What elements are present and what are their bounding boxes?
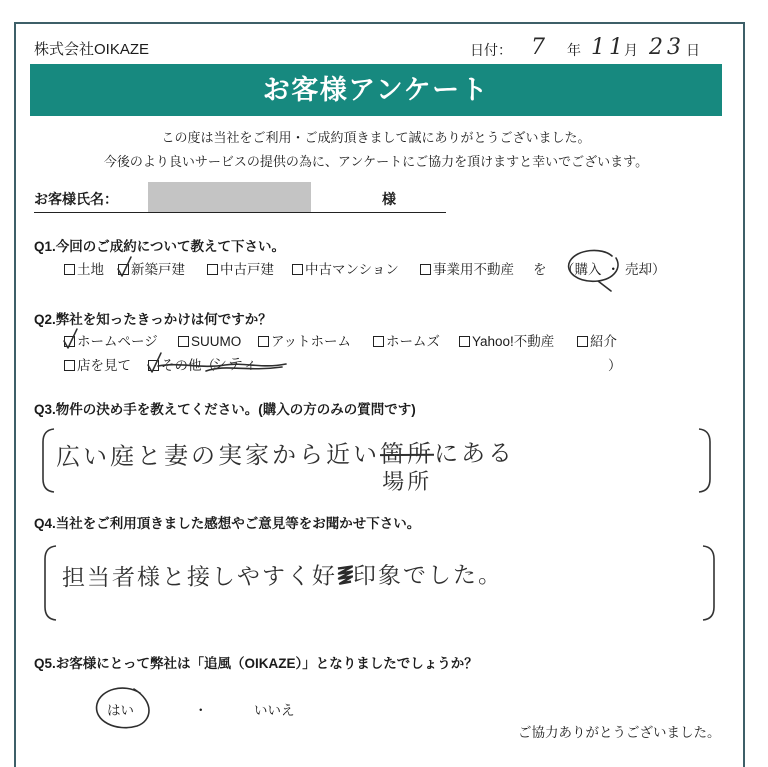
date-label: 日付： (470, 42, 512, 58)
date-day-unit: 日 (686, 42, 700, 58)
option-label: 土地 (77, 262, 104, 277)
q5-heading: Q5.お客様にとって弊社は「追風（OIKAZE）」となりましたでしょうか？ (34, 656, 478, 671)
q2-other-paren-close: ） (608, 358, 622, 373)
handwritten-check-mark (117, 256, 133, 276)
trade-sell-option[interactable]: 売却 (625, 262, 652, 277)
checkbox[interactable] (459, 336, 470, 347)
checkbox[interactable] (118, 264, 129, 275)
trade-separator: ・ (606, 262, 620, 277)
company-name: 株式会社OIKAZE (34, 41, 150, 58)
answer-segment: 広い庭と妻の実家から近い (55, 440, 381, 472)
option-label: 紹介 (590, 334, 617, 349)
q2-option-other[interactable] (148, 359, 215, 373)
checkbox[interactable] (420, 264, 431, 275)
q3-handwritten-answer (55, 438, 516, 496)
honorific-suffix: 様 (382, 191, 396, 207)
option-label: ホームズ (386, 334, 440, 349)
date-day-value[interactable]: 23 (649, 35, 685, 60)
q3-answer-field[interactable] (40, 426, 714, 494)
q4-heading: Q4.当社をご利用頂きました感想やご意見等をお聞かせ下さい。 (34, 516, 421, 531)
date-year-unit: 年 (567, 42, 581, 58)
survey-title: お客様アンケート (262, 74, 490, 105)
q2-option-referral[interactable] (577, 335, 617, 349)
option-label: SUUMO (191, 334, 242, 349)
q2-option-athome[interactable] (258, 335, 351, 349)
paren-close: ） (652, 262, 666, 277)
title-banner (30, 64, 722, 116)
checkbox[interactable] (207, 264, 218, 275)
answer-correction: 場所 (382, 469, 433, 496)
scribble-mark (337, 565, 353, 587)
intro-line-2: 今後のより良いサービスの提供の為に、アンケートにご協力を頂けますと幸いでございます。 (103, 154, 649, 169)
date-year-value[interactable]: 7 (531, 35, 549, 60)
q4-answer-field[interactable] (42, 543, 718, 623)
option-label: その他（ (161, 358, 215, 373)
option-label: アットホーム (271, 334, 352, 349)
answer-segment: にある (433, 438, 516, 468)
q2-other-handwritten-text[interactable]: シティ (212, 355, 259, 373)
checkbox[interactable] (178, 336, 189, 347)
checkbox[interactable] (292, 264, 303, 275)
q3-heading: Q3.物件の決め手を教えてください。(購入の方のみの質問です) (34, 402, 416, 417)
q1-option-land[interactable] (64, 263, 104, 277)
option-label: 中古戸建 (220, 262, 274, 277)
option-label: Yahoo!不動産 (472, 334, 555, 349)
paren-open: （ (561, 262, 575, 277)
checkbox[interactable] (64, 336, 75, 347)
q2-heading: Q2.弊社を知ったきっかけは何ですか？ (34, 312, 272, 327)
struck-segment-wrapper (379, 439, 435, 496)
answer-text-after: 印象でした。 (352, 562, 504, 590)
answer-segment-struck: 箇所 (379, 439, 435, 469)
checkbox[interactable] (64, 264, 75, 275)
q1-option-used-house[interactable] (207, 263, 274, 277)
q5-separator: ・ (194, 703, 208, 718)
customer-name-label: お客様氏名： (34, 191, 118, 207)
handwritten-check-mark (147, 352, 163, 372)
option-label: ホームページ (77, 334, 158, 349)
date-month-value[interactable]: 11 (591, 35, 627, 60)
q1-option-new-house[interactable] (118, 263, 185, 277)
redacted-customer-name[interactable] (148, 182, 311, 213)
option-label: 新築戸建 (131, 262, 185, 277)
q5-yes-option[interactable]: はい (107, 703, 134, 718)
checkbox[interactable] (64, 360, 75, 371)
handwritten-check-mark (63, 328, 79, 348)
checkbox[interactable] (577, 336, 588, 347)
q1-connector: を (533, 262, 547, 277)
answer-text-before: 担当者様と接しやすく好 (61, 563, 338, 592)
q1-option-used-condo[interactable] (292, 263, 399, 277)
q2-option-saw-store[interactable] (64, 359, 131, 373)
checkbox[interactable] (373, 336, 384, 347)
q1-trade-choice (561, 263, 666, 277)
check-stroke (148, 353, 161, 372)
checkbox[interactable] (258, 336, 269, 347)
q2-option-homepage[interactable] (64, 335, 158, 349)
q2-option-yahoo-realestate[interactable] (459, 335, 554, 349)
q5-no-option[interactable]: いいえ (254, 703, 295, 718)
check-stroke (64, 329, 77, 348)
q2-option-homes[interactable] (373, 335, 440, 349)
intro-line-1: この度は当社をご利用・ご成約頂きまして誠にありがとうございました。 (161, 130, 591, 145)
q1-option-business-property[interactable] (420, 263, 514, 277)
option-label: 店を見て (77, 358, 131, 373)
q4-handwritten-answer (62, 563, 503, 590)
q1-heading: Q1.今回のご成約について教えて下さい。 (34, 239, 285, 254)
q2-option-suumo[interactable] (178, 335, 241, 349)
closing-thanks: ご協力ありがとうございました。 (518, 725, 721, 740)
checkbox[interactable] (148, 360, 159, 371)
name-underline (34, 212, 446, 213)
trade-buy-option[interactable]: 購入 (574, 262, 602, 277)
date-month-unit: 月 (624, 42, 638, 58)
option-label: 事業用不動産 (433, 262, 514, 277)
check-stroke (118, 257, 131, 276)
scribbled-out-character (337, 565, 353, 587)
option-label: 中古マンション (305, 262, 399, 277)
